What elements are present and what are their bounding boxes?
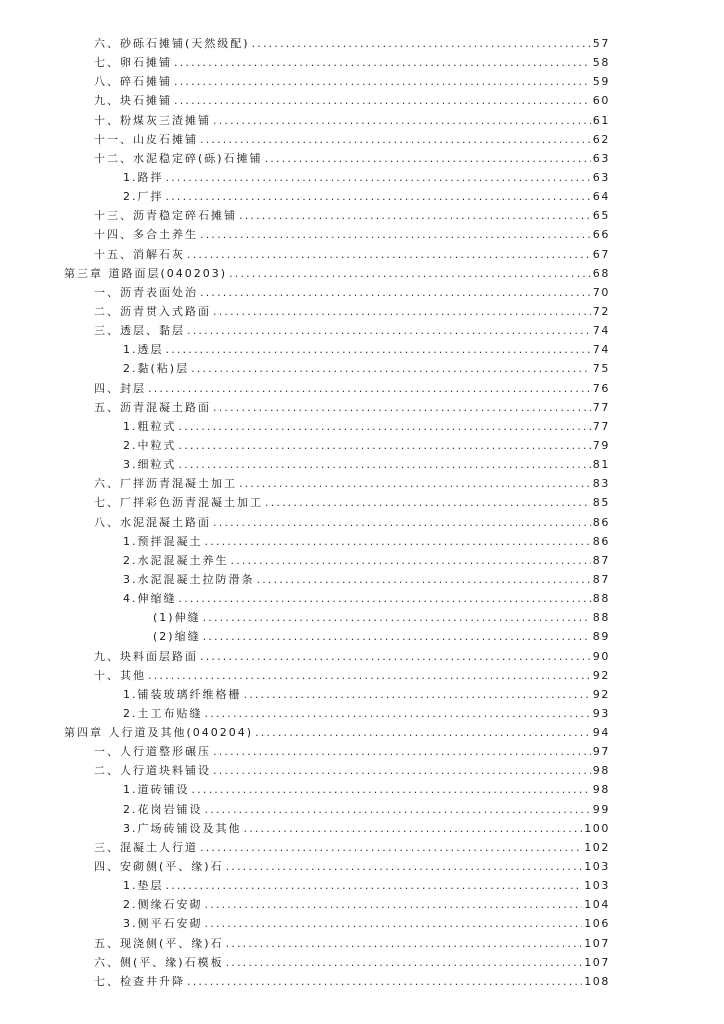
toc-entry[interactable] xyxy=(0,608,724,627)
toc-entry-title: 五、沥青混凝土路面 xyxy=(94,400,211,414)
toc-entry[interactable] xyxy=(0,589,724,608)
toc-entry[interactable] xyxy=(0,359,724,378)
toc-entry-title: 1.垫层 xyxy=(123,879,164,893)
toc-page-number: 104 xyxy=(584,898,610,912)
toc-entry[interactable] xyxy=(0,283,724,302)
dot-leader xyxy=(213,111,591,130)
toc-entry[interactable] xyxy=(0,914,724,933)
toc-entry[interactable] xyxy=(0,532,724,551)
dot-leader xyxy=(203,608,591,627)
toc-entry[interactable] xyxy=(0,225,724,244)
toc-entry-title: 六、砂砾石摊铺(天然级配) xyxy=(94,37,250,50)
toc-entry-title: 3.侧平石安砌 xyxy=(123,917,203,931)
toc-entry-title: 3.水泥混凝土拉防滑条 xyxy=(123,572,255,586)
toc-page-number: 87 xyxy=(592,572,610,586)
dot-leader xyxy=(174,72,591,91)
dot-leader xyxy=(148,666,591,685)
dot-leader xyxy=(257,570,591,589)
toc-page-number: 88 xyxy=(592,592,610,606)
toc-entry[interactable] xyxy=(0,493,724,512)
dot-leader xyxy=(229,264,591,283)
dot-leader xyxy=(166,187,591,206)
toc-entry[interactable] xyxy=(0,340,724,359)
toc-entry-title: 十一、山皮石摊铺 xyxy=(94,132,198,146)
toc-page-number: 74 xyxy=(592,343,610,357)
toc-page-number: 66 xyxy=(592,228,610,242)
toc-entry-title: (1)伸缝 xyxy=(153,611,201,625)
dot-leader xyxy=(179,436,591,455)
dot-leader xyxy=(166,168,591,187)
toc-entry[interactable] xyxy=(0,761,724,780)
dot-leader xyxy=(200,647,591,666)
toc-entry[interactable] xyxy=(0,130,724,149)
toc-page-number: 89 xyxy=(592,630,610,644)
toc-entry[interactable] xyxy=(0,111,724,130)
toc-entry-title: (2)缩缝 xyxy=(153,630,201,644)
toc-page-number: 93 xyxy=(592,706,610,720)
toc-page-number: 98 xyxy=(592,783,610,797)
toc-entry-title: 三、混凝土人行道 xyxy=(94,840,198,854)
toc-page-number: 81 xyxy=(592,458,610,472)
dot-leader xyxy=(174,53,591,72)
toc-page-number: 94 xyxy=(592,726,610,740)
toc-entry[interactable] xyxy=(0,685,724,704)
toc-entry[interactable] xyxy=(0,455,724,474)
toc-page-number: 108 xyxy=(584,974,610,988)
toc-entry[interactable] xyxy=(0,513,724,532)
toc-chapter-entry[interactable] xyxy=(0,264,724,283)
toc-entry[interactable] xyxy=(0,551,724,570)
toc-entry-title: 2.花岗岩铺设 xyxy=(123,802,203,816)
dot-leader xyxy=(192,780,591,799)
toc-entry[interactable] xyxy=(0,72,724,91)
toc-page-number: 86 xyxy=(592,515,610,529)
dot-leader xyxy=(205,895,583,914)
toc-page-number: 76 xyxy=(592,381,610,395)
toc-page-number: 70 xyxy=(592,285,610,299)
toc-entry[interactable] xyxy=(0,302,724,321)
toc-entry[interactable] xyxy=(0,800,724,819)
toc-entry[interactable] xyxy=(0,627,724,646)
toc-page-number: 97 xyxy=(592,745,610,759)
toc-entry-title: 八、碎石摊铺 xyxy=(94,75,172,89)
toc-entry-title: 八、水泥混凝土路面 xyxy=(94,515,211,529)
toc-entry-title: 二、沥青贯入式路面 xyxy=(94,304,211,318)
dot-leader xyxy=(200,838,582,857)
dot-leader xyxy=(166,340,591,359)
toc-entry-title: 十、粉煤灰三渣摊铺 xyxy=(94,113,211,127)
toc-entry-title: 2.黏(粘)层 xyxy=(123,362,190,376)
toc-entry-title: 1.预拌混凝土 xyxy=(123,534,203,548)
dot-leader xyxy=(239,474,591,493)
toc-entry[interactable] xyxy=(0,876,724,895)
toc-page-number: 102 xyxy=(584,840,610,854)
dot-leader xyxy=(205,800,591,819)
dot-leader xyxy=(179,589,591,608)
dot-leader xyxy=(205,704,591,723)
toc-entry-title: 第三章 道路面层(040203) xyxy=(64,266,228,280)
toc-entry[interactable] xyxy=(0,819,724,838)
toc-entry-title: 第四章 人行道及其他(040204) xyxy=(64,726,254,740)
toc-page-number: 83 xyxy=(592,477,610,491)
toc-entry[interactable] xyxy=(0,168,724,187)
toc-page-number: 57 xyxy=(592,37,610,50)
toc-page-number: 60 xyxy=(592,94,610,108)
dot-leader xyxy=(226,934,583,953)
toc-entry-title: 1.粗粒式 xyxy=(123,419,177,433)
toc-entry-title: 二、人行道块料铺设 xyxy=(94,764,211,778)
dot-leader xyxy=(265,149,591,168)
toc-entry-title: 2.侧缘石安砌 xyxy=(123,898,203,912)
toc-entry[interactable] xyxy=(0,53,724,72)
dot-leader xyxy=(187,321,591,340)
dot-leader xyxy=(148,379,591,398)
toc-entry[interactable] xyxy=(0,417,724,436)
toc-page-number: 68 xyxy=(592,266,610,280)
toc-page-number: 99 xyxy=(592,802,610,816)
dot-leader xyxy=(174,91,591,110)
toc-entry[interactable] xyxy=(0,149,724,168)
toc-entry-title: 六、厂拌沥青混凝土加工 xyxy=(94,477,237,491)
toc-page-number: 75 xyxy=(592,362,610,376)
dot-leader xyxy=(191,359,591,378)
dot-leader xyxy=(187,245,591,264)
toc-page-number: 67 xyxy=(592,247,610,261)
toc-entry-title: 十二、水泥稳定碎(砾)石摊铺 xyxy=(94,151,263,165)
dot-leader xyxy=(200,283,591,302)
dot-leader xyxy=(205,532,591,551)
toc-entry-title: 1.铺装玻璃纤维格栅 xyxy=(123,687,242,701)
dot-leader xyxy=(244,685,591,704)
toc-entry-title: 九、块料面层路面 xyxy=(94,649,198,663)
toc-page-number: 92 xyxy=(592,687,610,701)
toc-entry-title: 六、侧(平、缘)石模板 xyxy=(94,955,224,969)
dot-leader xyxy=(205,914,583,933)
toc-page-number: 77 xyxy=(592,400,610,414)
toc-page-number: 107 xyxy=(584,955,610,969)
toc-page-number: 59 xyxy=(592,75,610,89)
toc-entry[interactable] xyxy=(0,379,724,398)
dot-leader xyxy=(255,723,591,742)
toc-entry-title: 三、透层、黏层 xyxy=(94,324,185,338)
toc-entry-title: 4.伸缩缝 xyxy=(123,592,177,606)
dot-leader xyxy=(239,206,591,225)
toc-entry-title: 2.土工布贴缝 xyxy=(123,706,203,720)
toc-page-number: 85 xyxy=(592,496,610,510)
dot-leader xyxy=(213,761,591,780)
dot-leader xyxy=(166,876,583,895)
toc-entry[interactable] xyxy=(0,972,724,991)
toc-entry[interactable] xyxy=(0,398,724,417)
toc-entry-title: 十、其他 xyxy=(94,668,146,682)
toc-entry[interactable] xyxy=(0,780,724,799)
toc-entry-title: 2.厂拌 xyxy=(123,190,164,204)
toc-entry[interactable] xyxy=(0,742,724,761)
toc-page-number: 63 xyxy=(592,151,610,165)
dot-leader xyxy=(213,513,591,532)
toc-page-number: 61 xyxy=(592,113,610,127)
toc-entry[interactable] xyxy=(0,647,724,666)
toc-entry-title: 十四、多合土养生 xyxy=(94,228,198,242)
toc-page-number: 92 xyxy=(592,668,610,682)
dot-leader xyxy=(213,302,591,321)
toc-entry-title: 七、检查井升降 xyxy=(94,974,185,988)
toc-entry[interactable] xyxy=(0,436,724,455)
toc-page-number: 72 xyxy=(592,304,610,318)
toc-entry-title: 1.透层 xyxy=(123,343,164,357)
table-of-contents xyxy=(0,34,724,991)
toc-page-number: 106 xyxy=(584,917,610,931)
toc-entry-title: 四、封层 xyxy=(94,381,146,395)
toc-entry[interactable] xyxy=(0,245,724,264)
dot-leader xyxy=(226,857,583,876)
toc-page-number: 63 xyxy=(592,170,610,184)
toc-entry[interactable] xyxy=(0,953,724,972)
toc-entry-title: 3.细粒式 xyxy=(123,458,177,472)
dot-leader xyxy=(200,225,591,244)
toc-entry-title: 一、人行道整形碾压 xyxy=(94,745,211,759)
dot-leader xyxy=(265,493,591,512)
toc-page-number: 90 xyxy=(592,649,610,663)
toc-entry[interactable] xyxy=(0,666,724,685)
toc-entry-title: 九、块石摊铺 xyxy=(94,94,172,108)
toc-chapter-entry[interactable] xyxy=(0,723,724,742)
toc-entry[interactable] xyxy=(0,704,724,723)
dot-leader xyxy=(226,953,583,972)
dot-leader xyxy=(179,455,591,474)
dot-leader xyxy=(213,398,591,417)
toc-entry-title: 七、厂拌彩色沥青混凝土加工 xyxy=(94,496,263,510)
toc-entry-title: 2.中粒式 xyxy=(123,438,177,452)
toc-page-number: 100 xyxy=(584,821,610,835)
toc-entry[interactable] xyxy=(0,474,724,493)
toc-page-number: 86 xyxy=(592,534,610,548)
toc-page-number: 79 xyxy=(592,438,610,452)
dot-leader xyxy=(200,130,591,149)
toc-entry[interactable] xyxy=(0,34,724,53)
toc-entry-title: 四、安砌侧(平、缘)石 xyxy=(94,860,224,874)
dot-leader xyxy=(213,742,591,761)
dot-leader xyxy=(252,34,591,53)
toc-page-number: 88 xyxy=(592,611,610,625)
toc-entry[interactable] xyxy=(0,321,724,340)
toc-entry-title: 七、卵石摊铺 xyxy=(94,56,172,70)
toc-page-number: 64 xyxy=(592,190,610,204)
dot-leader xyxy=(179,417,591,436)
toc-page-number: 107 xyxy=(584,936,610,950)
dot-leader xyxy=(231,551,591,570)
toc-entry[interactable] xyxy=(0,857,724,876)
toc-page-number: 62 xyxy=(592,132,610,146)
dot-leader xyxy=(244,819,583,838)
toc-page-number: 98 xyxy=(592,764,610,778)
toc-entry-title: 十三、沥青稳定碎石摊铺 xyxy=(94,209,237,223)
dot-leader xyxy=(203,627,591,646)
toc-entry[interactable] xyxy=(0,206,724,225)
toc-entry[interactable] xyxy=(0,187,724,206)
toc-entry-title: 五、现浇侧(平、缘)石 xyxy=(94,936,224,950)
toc-entry-title: 十五、消解石灰 xyxy=(94,247,185,261)
toc-entry-title: 2.水泥混凝土养生 xyxy=(123,553,229,567)
toc-entry[interactable] xyxy=(0,838,724,857)
toc-page-number: 74 xyxy=(592,324,610,338)
dot-leader xyxy=(187,972,582,991)
toc-entry[interactable] xyxy=(0,934,724,953)
toc-entry[interactable] xyxy=(0,570,724,589)
toc-page-number: 58 xyxy=(592,56,610,70)
toc-entry[interactable] xyxy=(0,895,724,914)
toc-entry-title: 1.路拌 xyxy=(123,170,164,184)
toc-page-number: 77 xyxy=(592,419,610,433)
toc-entry-title: 3.广场砖铺设及其他 xyxy=(123,821,242,835)
toc-page-number: 65 xyxy=(592,209,610,223)
toc-entry-title: 一、沥青表面处治 xyxy=(94,285,198,299)
toc-entry[interactable] xyxy=(0,91,724,110)
toc-entry-title: 1.道砖铺设 xyxy=(123,783,190,797)
toc-page-number: 103 xyxy=(584,879,610,893)
toc-page-number: 87 xyxy=(592,553,610,567)
toc-page-number: 103 xyxy=(584,860,610,874)
